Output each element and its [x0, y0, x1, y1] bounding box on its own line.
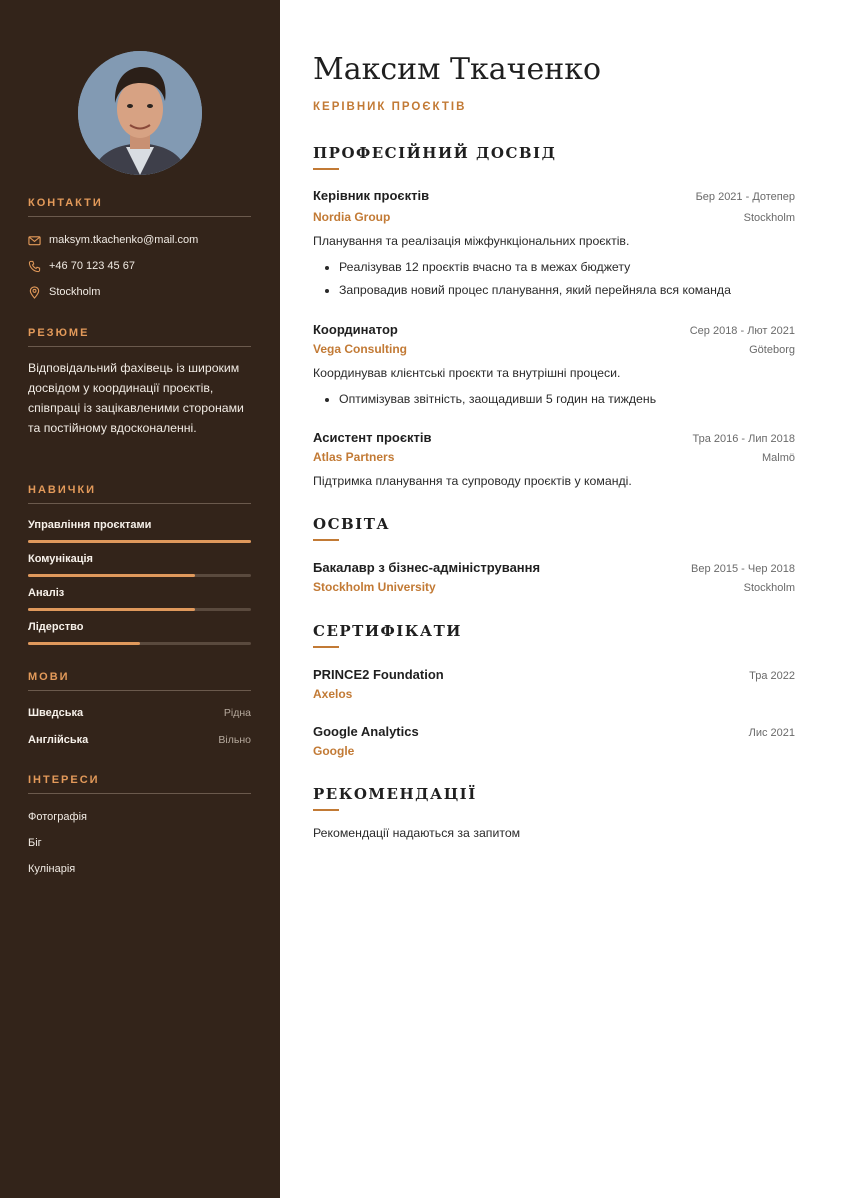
skill-bar [28, 608, 251, 611]
skill-item [28, 553, 251, 587]
job-location: Göteborg [749, 344, 795, 356]
skill-bar [28, 574, 251, 577]
languages-heading: МОВИ [28, 671, 251, 691]
languages-section [28, 671, 251, 753]
language-level: Рідна [223, 706, 251, 719]
certificate-title: PRINCE2 Foundation [313, 667, 444, 682]
skill-bar-fill [28, 642, 140, 645]
interest-item: Кулінарія [28, 863, 76, 875]
certificate-date: Лис 2021 [748, 727, 795, 739]
job-location: Malmö [761, 452, 795, 464]
summary-text: Відповідальний фахівець із широким досвідом у координації проєктів, співпраці із зацікавленими сторонами та постійному вдосконаленні. [28, 361, 244, 435]
achievement-item: • Реалізував 12 проєктів вчасно та в межах бюджету [339, 256, 795, 279]
language-name: Англійська [28, 733, 89, 746]
job-title: Координатор [313, 322, 398, 337]
interest-item: Фотографія [28, 811, 87, 823]
skill-name: Аналіз [28, 587, 65, 599]
certificate-item [313, 667, 795, 701]
contacts-section [28, 197, 251, 305]
summary-section [28, 327, 251, 438]
school-name: Stockholm University [313, 580, 436, 594]
profile-photo [78, 51, 202, 175]
skill-bar-fill [28, 608, 195, 611]
contact-phone[interactable] [28, 253, 251, 279]
job-description: Планування та реалізація міжфункціональних проєктів. [313, 234, 630, 248]
school-location: Stockholm [743, 582, 795, 594]
skill-name: Управління проєктами [28, 519, 152, 531]
person-role: КЕРІВНИК ПРОЄКТІВ [313, 101, 467, 113]
phone-icon [28, 260, 41, 273]
experience-item [313, 322, 795, 411]
certificate-issuer: Google [313, 744, 355, 758]
skill-bar-fill [28, 540, 251, 543]
references-text: Рекомендації надаються за запитом [313, 826, 521, 840]
skill-item [28, 621, 251, 655]
job-company: Atlas Partners [313, 450, 395, 464]
skill-bar [28, 642, 251, 645]
summary-heading: РЕЗЮМЕ [28, 327, 251, 347]
references-heading: РЕКОМЕНДАЦІЇ [313, 785, 477, 803]
job-title: Керівник проєктів [313, 188, 430, 203]
mail-icon [28, 234, 41, 247]
achievement-item: • Оптимізував звітність, заощадивши 5 годин на тиждень [339, 388, 795, 411]
contact-location [28, 279, 251, 305]
skills-section [28, 484, 251, 655]
job-description: Координував клієнтські проєкти та внутрішні процеси. [313, 366, 621, 380]
education-underline [313, 539, 339, 541]
contact-phone-text: +46 70 123 45 67 [49, 260, 135, 272]
job-date: Бер 2021 - Дотепер [695, 191, 795, 203]
job-description: Підтримка планування та супроводу проєктів у команді. [313, 474, 632, 488]
skill-bar [28, 540, 251, 543]
contact-location-text: Stockholm [49, 286, 101, 298]
experience-underline [313, 168, 339, 170]
degree-title: Бакалавр з бізнес-адміністрування [313, 560, 541, 575]
contact-email[interactable] [28, 227, 251, 253]
skills-heading: НАВИЧКИ [28, 484, 251, 504]
job-company: Vega Consulting [313, 342, 408, 356]
certificate-title: Google Analytics [313, 724, 419, 739]
skill-item [28, 519, 251, 553]
certificate-issuer: Axelos [313, 687, 353, 701]
sidebar [0, 0, 280, 1198]
experience-heading: ПРОФЕСІЙНИЙ ДОСВІД [313, 144, 557, 162]
skill-bar-fill [28, 574, 195, 577]
job-date: Тра 2016 - Лип 2018 [692, 433, 795, 445]
job-achievements [313, 388, 795, 411]
job-location: Stockholm [743, 212, 795, 224]
interests-section [28, 774, 251, 882]
interests-heading: ІНТЕРЕСИ [28, 774, 251, 794]
skill-name: Комунікація [28, 553, 93, 565]
experience-item [313, 430, 795, 488]
contact-email-text: maksym.tkachenko@mail.com [49, 234, 199, 246]
language-item [28, 726, 251, 753]
language-name: Шведська [28, 706, 84, 719]
person-name: Максим Ткаченко [313, 52, 602, 87]
certificate-date: Тра 2022 [749, 670, 795, 682]
education-heading: ОСВІТА [313, 515, 391, 533]
job-title: Асистент проєктів [313, 430, 432, 445]
location-pin-icon [28, 286, 41, 299]
job-date: Сер 2018 - Лют 2021 [689, 325, 795, 337]
certificates-heading: СЕРТИФІКАТИ [313, 622, 462, 640]
achievement-item: • Запровадив новий процес планування, який перейняла вся команда [339, 279, 795, 302]
job-company: Nordia Group [313, 210, 391, 224]
degree-date: Вер 2015 - Чер 2018 [691, 563, 795, 575]
references-underline [313, 809, 339, 811]
language-level: Вільно [218, 733, 251, 746]
experience-item [313, 188, 795, 302]
education-item [313, 560, 795, 594]
job-achievements [313, 256, 795, 302]
skill-item [28, 587, 251, 621]
interest-item: Біг [28, 837, 42, 849]
contacts-heading: КОНТАКТИ [28, 197, 251, 217]
language-item [28, 699, 251, 726]
certificates-underline [313, 646, 339, 648]
certificate-item [313, 724, 795, 758]
skill-name: Лідерство [28, 621, 84, 633]
